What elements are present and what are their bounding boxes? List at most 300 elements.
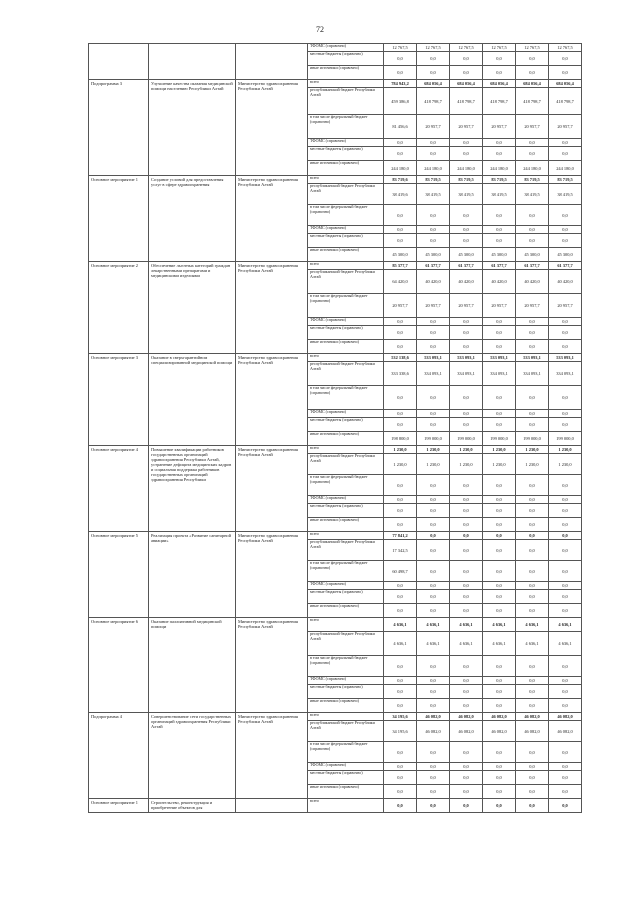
amount-cell: 0,0: [516, 504, 549, 518]
funding-source: ТФОМС (справочно): [308, 582, 384, 590]
amount-cell: 0,0: [549, 677, 582, 685]
funding-source: иные источники (справочно): [308, 699, 384, 713]
amount-cell: 199 000,0: [549, 432, 582, 446]
amount-cell: 83 719,5: [516, 176, 549, 184]
amount-cell: 334 093,1: [417, 362, 450, 386]
amount-cell: 684 056,4: [549, 80, 582, 88]
amount-cell: 334 093,1: [549, 362, 582, 386]
amount-cell: 533 093,1: [417, 354, 450, 362]
amount-cell: 418 798,7: [450, 88, 483, 115]
amount-cell: 244 180,0: [417, 161, 450, 176]
amount-cell: 0,0: [417, 590, 450, 604]
amount-cell: 0,0: [450, 340, 483, 354]
amount-cell: 0,0: [483, 763, 516, 771]
responsible-organization: Министерство здравоохранения Республики Алтай: [236, 618, 308, 713]
amount-cell: 0,0: [516, 147, 549, 161]
amount-cell: 45 300,0: [450, 248, 483, 262]
amount-cell: 0,0: [549, 496, 582, 504]
amount-cell: 0,0: [516, 205, 549, 226]
amount-cell: 0,0: [549, 699, 582, 713]
funding-source: всего: [308, 618, 384, 632]
amount-cell: 0,0: [483, 685, 516, 699]
amount-cell: 0,0: [483, 326, 516, 340]
amount-cell: 0,0: [516, 785, 549, 799]
funding-source: республиканский бюджет Республики Алтай: [308, 270, 384, 294]
amount-cell: 684 056,4: [516, 80, 549, 88]
amount-cell: 0,0: [516, 742, 549, 763]
table-row: [89, 713, 582, 721]
amount-cell: 45 300,0: [384, 248, 417, 262]
amount-cell: 334 093,1: [483, 362, 516, 386]
amount-cell: 0,0: [516, 475, 549, 496]
amount-cell: 0,0: [450, 318, 483, 326]
funding-source: всего: [308, 262, 384, 270]
amount-cell: 0,0: [384, 234, 417, 248]
program-description: Улучшение качества оказания медицинской помощи населению Республики Алтай: [149, 80, 236, 176]
funding-source: республиканский бюджет Республики Алтай: [308, 362, 384, 386]
amount-cell: 199 000,0: [516, 432, 549, 446]
amount-cell: 0,0: [450, 147, 483, 161]
funding-source: ТФОМС (справочно): [308, 318, 384, 326]
amount-cell: 1 230,0: [450, 454, 483, 475]
amount-cell: 0,0: [384, 656, 417, 677]
amount-cell: 0,0: [384, 147, 417, 161]
amount-cell: 532 138,6: [384, 354, 417, 362]
program-label: Основное мероприятие 1: [89, 799, 149, 813]
amount-cell: 0,0: [516, 656, 549, 677]
amount-cell: 0,0: [450, 518, 483, 532]
amount-cell: 20 957,7: [450, 294, 483, 318]
responsible-organization: [236, 799, 308, 813]
amount-cell: 0,0: [384, 418, 417, 432]
amount-cell: 20 957,7: [483, 115, 516, 139]
amount-cell: 684 056,4: [417, 80, 450, 88]
amount-cell: 20 957,7: [417, 115, 450, 139]
amount-cell: 0,0: [549, 540, 582, 561]
amount-cell: 0,0: [417, 226, 450, 234]
amount-cell: 0,0: [384, 66, 417, 80]
amount-cell: 46 082,0: [516, 713, 549, 721]
amount-cell: 0,0: [549, 582, 582, 590]
amount-cell: 0,0: [384, 318, 417, 326]
amount-cell: 199 000,0: [450, 432, 483, 446]
amount-cell: 20 957,7: [450, 115, 483, 139]
program-description: Оказание паллиативной медицинской помощи: [149, 618, 236, 713]
amount-cell: 0,0: [450, 540, 483, 561]
amount-cell: 0,0: [417, 677, 450, 685]
amount-cell: 38 419,5: [483, 184, 516, 205]
program-description: Обеспечение льготных категорий граждан лекарственными препаратами и медицинскими изделиями: [149, 262, 236, 354]
amount-cell: 38 419,6: [384, 184, 417, 205]
amount-cell: 4 636,1: [450, 632, 483, 656]
amount-cell: 0,0: [417, 763, 450, 771]
amount-cell: 0,0: [450, 326, 483, 340]
amount-cell: 0,0: [417, 532, 450, 540]
table-row: [89, 176, 582, 184]
amount-cell: 0,0: [516, 518, 549, 532]
funding-source: в том числе федеральный бюджет (справочно): [308, 294, 384, 318]
program-description: Оказание в сверхгарантийном специализированной медицинской помощи: [149, 354, 236, 446]
amount-cell: 0,0: [483, 504, 516, 518]
amount-cell: 0,0: [483, 656, 516, 677]
program-description: Совершенствование сети государственных организаций здравоохранения Республики Алтай: [149, 713, 236, 799]
amount-cell: 34 195,6: [384, 713, 417, 721]
amount-cell: 0,0: [450, 386, 483, 410]
amount-cell: 0,0: [483, 340, 516, 354]
funding-source: иные источники (справочно): [308, 340, 384, 354]
amount-cell: 0,0: [516, 699, 549, 713]
amount-cell: 0,0: [516, 226, 549, 234]
amount-cell: 12 767,5: [450, 44, 483, 52]
amount-cell: 38 419,5: [417, 184, 450, 205]
amount-cell: 418 798,7: [516, 88, 549, 115]
program-label: Основное мероприятие 5: [89, 532, 149, 618]
amount-cell: 0,0: [450, 410, 483, 418]
funding-source: всего: [308, 532, 384, 540]
amount-cell: 4 636,1: [516, 618, 549, 632]
amount-cell: 60 498,7: [384, 561, 417, 582]
funding-source: в том числе федеральный бюджет (справочно): [308, 205, 384, 226]
amount-cell: 533 093,1: [549, 354, 582, 362]
amount-cell: 0,0: [549, 205, 582, 226]
funding-table: [88, 43, 582, 813]
amount-cell: 459 386,8: [384, 88, 417, 115]
funding-source: иные источники (справочно): [308, 518, 384, 532]
funding-source: республиканский бюджет Республики Алтай: [308, 632, 384, 656]
amount-cell: 1 230,0: [417, 446, 450, 454]
amount-cell: 784 943,2: [384, 80, 417, 88]
table-row: [89, 532, 582, 540]
amount-cell: 40 420,0: [417, 270, 450, 294]
amount-cell: 0,0: [450, 742, 483, 763]
amount-cell: 40 420,0: [450, 270, 483, 294]
responsible-organization: Министерство здравоохранения Республики Алтай: [236, 262, 308, 354]
amount-cell: 0,0: [516, 677, 549, 685]
amount-cell: 20 957,7: [549, 294, 582, 318]
amount-cell: 0,0: [549, 785, 582, 799]
amount-cell: 0,0: [450, 504, 483, 518]
amount-cell: 12 767,5: [549, 44, 582, 52]
amount-cell: 0,0: [384, 518, 417, 532]
amount-cell: 0,0: [417, 475, 450, 496]
amount-cell: 46 082,0: [549, 721, 582, 742]
amount-cell: 0,0: [516, 326, 549, 340]
amount-cell: 83 719,5: [450, 176, 483, 184]
amount-cell: 46 082,0: [450, 721, 483, 742]
amount-cell: 333 338,6: [384, 362, 417, 386]
program-label: Основное мероприятие 6: [89, 618, 149, 713]
amount-cell: 1 230,0: [483, 454, 516, 475]
program-description: Реализация проекта «Развитие санитарной авиации»: [149, 532, 236, 618]
amount-cell: 0,0: [483, 582, 516, 590]
amount-cell: 0,0: [483, 147, 516, 161]
amount-cell: 1 230,0: [516, 446, 549, 454]
amount-cell: 46 082,0: [450, 713, 483, 721]
program-description: Строительство, реконструкция и приобретение объектов для: [149, 799, 236, 813]
amount-cell: 0,0: [483, 318, 516, 326]
funding-source: всего: [308, 799, 384, 813]
funding-source: в том числе федеральный бюджет (справочно): [308, 386, 384, 410]
amount-cell: 0,0: [384, 742, 417, 763]
amount-cell: 0,0: [384, 771, 417, 785]
amount-cell: 0,0: [450, 785, 483, 799]
amount-cell: 0,0: [483, 475, 516, 496]
amount-cell: 0,0: [516, 386, 549, 410]
amount-cell: 0,0: [549, 326, 582, 340]
amount-cell: 0,0: [384, 763, 417, 771]
funding-source: иные источники (справочно): [308, 161, 384, 176]
amount-cell: 77 841,2: [384, 532, 417, 540]
amount-cell: 244 180,0: [549, 161, 582, 176]
funding-source: всего: [308, 80, 384, 88]
amount-cell: 0,0: [450, 532, 483, 540]
amount-cell: 34 195,6: [384, 721, 417, 742]
amount-cell: 0,0: [450, 52, 483, 66]
amount-cell: 20 957,7: [384, 294, 417, 318]
funding-source: республиканский бюджет Республики Алтай: [308, 540, 384, 561]
amount-cell: 0,0: [516, 561, 549, 582]
funding-source: местные бюджеты (справочно): [308, 234, 384, 248]
amount-cell: 46 082,0: [483, 713, 516, 721]
amount-cell: 334 093,1: [516, 362, 549, 386]
amount-cell: 0,0: [450, 205, 483, 226]
amount-cell: 0,0: [384, 52, 417, 66]
amount-cell: 244 180,0: [450, 161, 483, 176]
amount-cell: 0,0: [483, 532, 516, 540]
amount-cell: 0,0: [417, 418, 450, 432]
program-label: Основное мероприятие 4: [89, 446, 149, 532]
program-description: [149, 44, 236, 80]
amount-cell: 83 719,5: [549, 176, 582, 184]
amount-cell: 0,0: [417, 52, 450, 66]
amount-cell: 0,0: [516, 418, 549, 432]
amount-cell: 0,0: [450, 418, 483, 432]
amount-cell: 0,0: [417, 234, 450, 248]
amount-cell: 0,0: [483, 234, 516, 248]
amount-cell: 0,0: [483, 496, 516, 504]
funding-source: ТФОМС (справочно): [308, 677, 384, 685]
amount-cell: 61 377,7: [516, 262, 549, 270]
responsible-organization: Министерство здравоохранения Республики Алтай: [236, 80, 308, 176]
funding-source: местные бюджеты (справочно): [308, 771, 384, 785]
amount-cell: 46 082,0: [417, 721, 450, 742]
amount-cell: 0,0: [516, 771, 549, 785]
amount-cell: 0,0: [384, 799, 417, 813]
amount-cell: 61 377,7: [450, 262, 483, 270]
program-label: Основное мероприятие 1: [89, 176, 149, 262]
amount-cell: 0,0: [417, 504, 450, 518]
amount-cell: 0,0: [417, 496, 450, 504]
amount-cell: 0,0: [417, 139, 450, 147]
amount-cell: 81 456,6: [384, 115, 417, 139]
amount-cell: 0,0: [384, 386, 417, 410]
table-row: [89, 618, 582, 632]
amount-cell: 0,0: [516, 604, 549, 618]
amount-cell: 0,0: [516, 52, 549, 66]
amount-cell: 1 230,0: [483, 446, 516, 454]
amount-cell: 0,0: [483, 518, 516, 532]
funding-source: в том числе федеральный бюджет (справочно): [308, 561, 384, 582]
amount-cell: 0,0: [549, 139, 582, 147]
amount-cell: 0,0: [417, 410, 450, 418]
amount-cell: 0,0: [417, 518, 450, 532]
table-row: [89, 44, 582, 52]
funding-source: в том числе федеральный бюджет (справочно): [308, 742, 384, 763]
amount-cell: 38 419,5: [549, 184, 582, 205]
amount-cell: 4 636,1: [384, 632, 417, 656]
funding-source: республиканский бюджет Республики Алтай: [308, 454, 384, 475]
amount-cell: 0,0: [384, 496, 417, 504]
amount-cell: 40 420,0: [483, 270, 516, 294]
amount-cell: 0,0: [417, 582, 450, 590]
amount-cell: 61 377,7: [549, 262, 582, 270]
amount-cell: 0,0: [483, 742, 516, 763]
amount-cell: 0,0: [516, 340, 549, 354]
program-label: Подпрограмма 3: [89, 80, 149, 176]
funding-source: ТФОМС (справочно): [308, 44, 384, 52]
amount-cell: 0,0: [549, 604, 582, 618]
amount-cell: 12 767,5: [483, 44, 516, 52]
amount-cell: 244 180,0: [483, 161, 516, 176]
amount-cell: 38 419,5: [450, 184, 483, 205]
funding-source: иные источники (справочно): [308, 604, 384, 618]
amount-cell: 20 957,7: [549, 115, 582, 139]
amount-cell: 20 957,7: [483, 294, 516, 318]
amount-cell: 418 798,7: [417, 88, 450, 115]
amount-cell: 0,0: [516, 234, 549, 248]
amount-cell: 0,0: [417, 386, 450, 410]
program-label: Подпрограмма 4: [89, 713, 149, 799]
amount-cell: 0,0: [549, 147, 582, 161]
amount-cell: 418 798,7: [483, 88, 516, 115]
amount-cell: 0,0: [516, 532, 549, 540]
amount-cell: 4 636,1: [417, 618, 450, 632]
amount-cell: 0,0: [384, 504, 417, 518]
amount-cell: 0,0: [516, 590, 549, 604]
amount-cell: 20 957,7: [516, 294, 549, 318]
funding-source: иные источники (справочно): [308, 432, 384, 446]
funding-source: ТФОМС (справочно): [308, 410, 384, 418]
amount-cell: 0,0: [417, 604, 450, 618]
amount-cell: 83 719,5: [417, 176, 450, 184]
amount-cell: 0,0: [417, 205, 450, 226]
amount-cell: 17 342,5: [384, 540, 417, 561]
amount-cell: 0,0: [483, 418, 516, 432]
funding-source: республиканский бюджет Республики Алтай: [308, 721, 384, 742]
amount-cell: 0,0: [450, 677, 483, 685]
amount-cell: 0,0: [384, 139, 417, 147]
amount-cell: 533 093,1: [516, 354, 549, 362]
amount-cell: 0,0: [384, 604, 417, 618]
amount-cell: 0,0: [417, 685, 450, 699]
funding-source: ТФОМС (справочно): [308, 226, 384, 234]
amount-cell: 45 300,0: [417, 248, 450, 262]
amount-cell: 12 767,5: [417, 44, 450, 52]
funding-source: иные источники (справочно): [308, 248, 384, 262]
amount-cell: 0,0: [384, 590, 417, 604]
amount-cell: 0,0: [384, 785, 417, 799]
funding-source: республиканский бюджет Республики Алтай: [308, 88, 384, 115]
amount-cell: 83 719,6: [384, 176, 417, 184]
amount-cell: 45 300,0: [549, 248, 582, 262]
funding-source: ТФОМС (справочно): [308, 139, 384, 147]
funding-source: в том числе федеральный бюджет (справочно): [308, 115, 384, 139]
amount-cell: 0,0: [549, 742, 582, 763]
amount-cell: 4 636,1: [549, 632, 582, 656]
amount-cell: 4 636,1: [417, 632, 450, 656]
funding-source: всего: [308, 176, 384, 184]
amount-cell: 334 093,1: [450, 362, 483, 386]
table-row: [89, 262, 582, 270]
amount-cell: 0,0: [450, 771, 483, 785]
amount-cell: 533 093,1: [450, 354, 483, 362]
funding-source: местные бюджеты (справочно): [308, 504, 384, 518]
amount-cell: 0,0: [483, 386, 516, 410]
amount-cell: 0,0: [549, 475, 582, 496]
amount-cell: 0,0: [450, 561, 483, 582]
responsible-organization: Министерство здравоохранения Республики Алтай: [236, 532, 308, 618]
funding-source: ТФОМС (справочно): [308, 763, 384, 771]
program-label: Основное мероприятие 2: [89, 262, 149, 354]
amount-cell: 1 230,0: [384, 454, 417, 475]
funding-source: местные бюджеты (справочно): [308, 52, 384, 66]
funding-source: всего: [308, 354, 384, 362]
amount-cell: 0,0: [549, 410, 582, 418]
amount-cell: 0,0: [483, 66, 516, 80]
amount-cell: 0,0: [417, 340, 450, 354]
program-label: [89, 44, 149, 80]
funding-source: местные бюджеты (справочно): [308, 418, 384, 432]
amount-cell: 0,0: [549, 234, 582, 248]
amount-cell: 4 636,1: [483, 632, 516, 656]
amount-cell: 0,0: [483, 540, 516, 561]
amount-cell: 244 180,0: [384, 161, 417, 176]
amount-cell: 0,0: [417, 561, 450, 582]
amount-cell: 0,0: [483, 139, 516, 147]
funding-source: в том числе федеральный бюджет (справочно): [308, 656, 384, 677]
amount-cell: 0,0: [450, 582, 483, 590]
funding-source: местные бюджеты (справочно): [308, 147, 384, 161]
amount-cell: 4 636,1: [384, 618, 417, 632]
amount-cell: 0,0: [417, 742, 450, 763]
amount-cell: 0,0: [450, 234, 483, 248]
amount-cell: 0,0: [450, 590, 483, 604]
amount-cell: 0,0: [417, 785, 450, 799]
amount-cell: 0,0: [483, 205, 516, 226]
amount-cell: 0,0: [450, 226, 483, 234]
amount-cell: 4 636,1: [549, 618, 582, 632]
funding-source: местные бюджеты (справочно): [308, 590, 384, 604]
funding-source: всего: [308, 446, 384, 454]
program-description: Повышение квалификации работников государственных организаций здравоохранения Республики Алтай, устранение дефицита медицинских кадров и социальная поддержка работников государственных организаций здравоохранения Республики: [149, 446, 236, 532]
funding-source: в том числе федеральный бюджет (справочно): [308, 475, 384, 496]
amount-cell: 46 082,0: [516, 721, 549, 742]
amount-cell: 0,0: [384, 340, 417, 354]
amount-cell: 20 957,7: [516, 115, 549, 139]
amount-cell: 0,0: [450, 763, 483, 771]
table-row: [89, 80, 582, 88]
amount-cell: 0,0: [549, 52, 582, 66]
amount-cell: 0,0: [450, 66, 483, 80]
amount-cell: 12 767,5: [516, 44, 549, 52]
amount-cell: 0,0: [549, 386, 582, 410]
amount-cell: 64 420,0: [384, 270, 417, 294]
amount-cell: 38 419,5: [516, 184, 549, 205]
funding-source: иные источники (справочно): [308, 66, 384, 80]
amount-cell: 0,0: [483, 52, 516, 66]
amount-cell: 0,0: [384, 226, 417, 234]
amount-cell: 0,0: [549, 318, 582, 326]
